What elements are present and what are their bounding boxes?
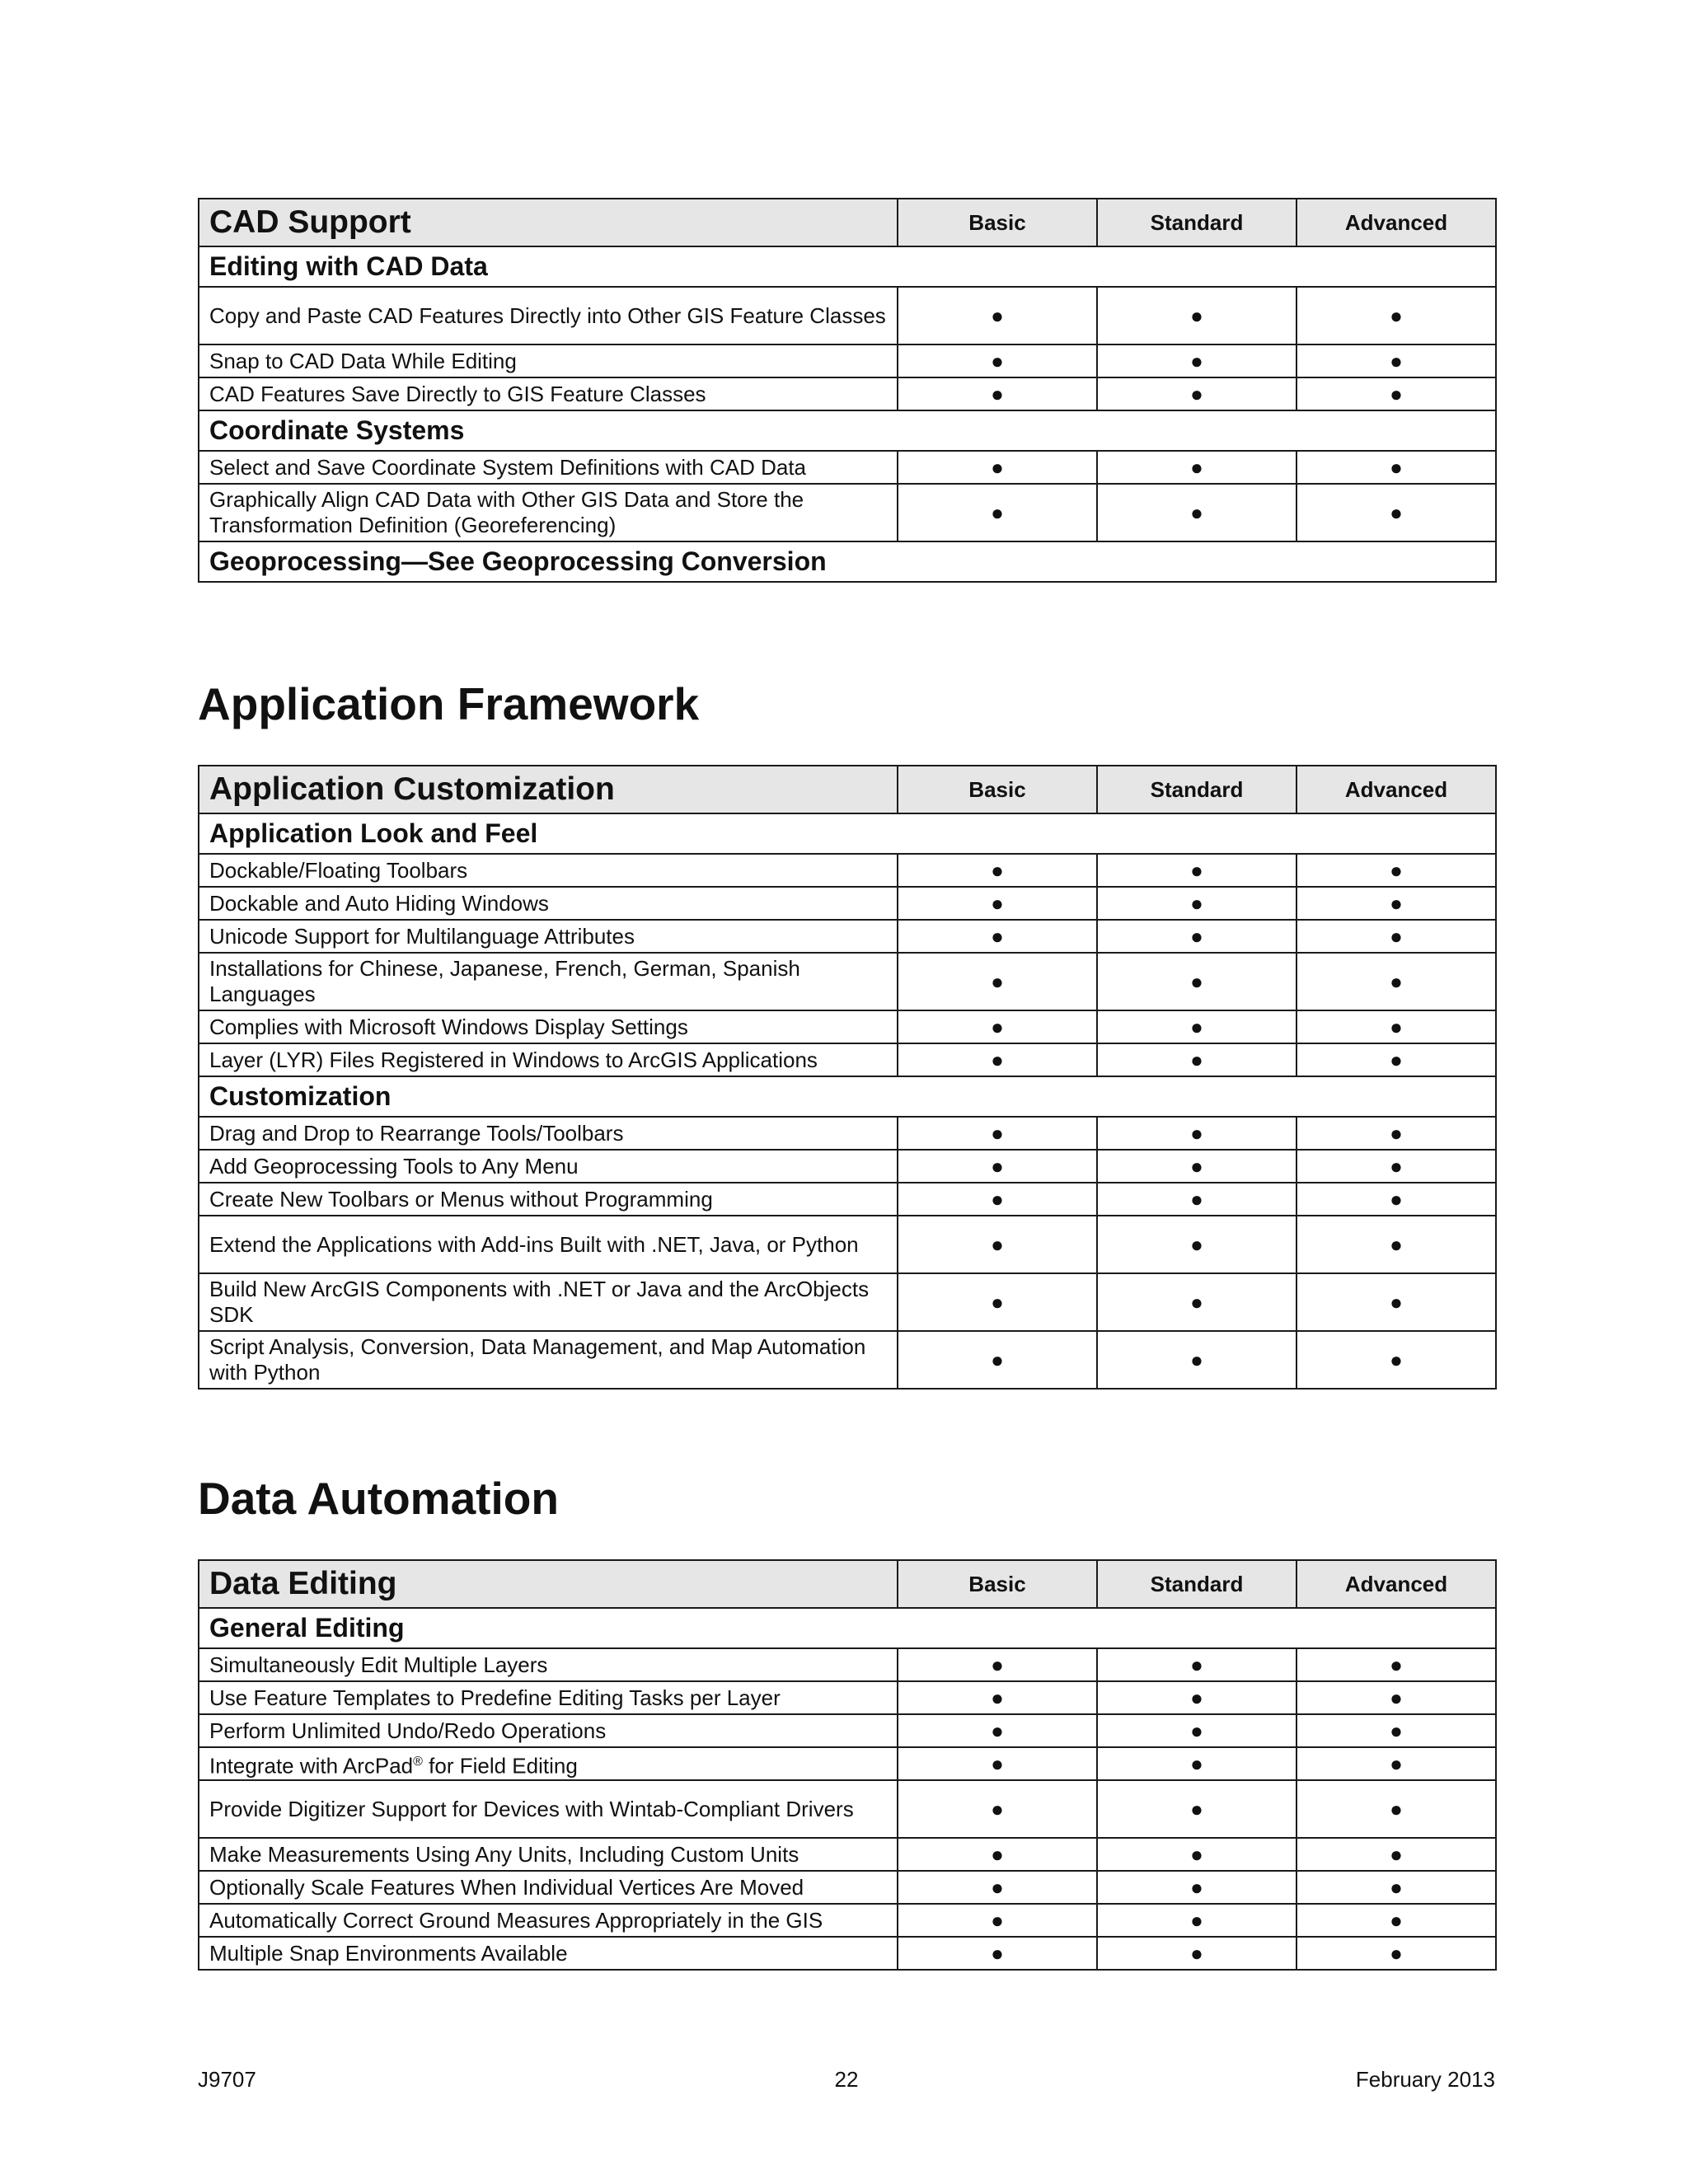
feature-name: Copy and Paste CAD Features Directly into Other GIS Feature Classes: [199, 287, 898, 344]
tier-standard-header: Standard: [1097, 766, 1296, 813]
feature-name: Drag and Drop to Rearrange Tools/Toolbars: [199, 1117, 898, 1150]
availability-dot-standard: ●: [1097, 287, 1296, 344]
availability-dot-basic: ●: [898, 451, 1097, 484]
feature-name: Layer (LYR) Files Registered in Windows to ArcGIS Applications: [199, 1043, 898, 1076]
tier-standard-header: Standard: [1097, 199, 1296, 246]
feature-name: Simultaneously Edit Multiple Layers: [199, 1648, 898, 1681]
feature-name: Installations for Chinese, Japanese, French, German, Spanish Languages: [199, 953, 898, 1010]
tier-advanced-header: Advanced: [1296, 1560, 1496, 1608]
availability-dot-basic: ●: [898, 920, 1097, 953]
availability-dot-standard: ●: [1097, 1780, 1296, 1838]
availability-dot-basic: ●: [898, 953, 1097, 1010]
availability-dot-standard: ●: [1097, 1714, 1296, 1747]
feature-name: CAD Features Save Directly to GIS Feature Classes: [199, 377, 898, 410]
table-header-row: [199, 1560, 1496, 1608]
availability-dot-advanced: ●: [1296, 377, 1496, 410]
group-heading: General Editing: [199, 1608, 1496, 1648]
footer-doc-id: J9707: [198, 2067, 256, 2092]
availability-dot-advanced: ●: [1296, 854, 1496, 887]
availability-dot-standard: ●: [1097, 1747, 1296, 1780]
availability-dot-advanced: ●: [1296, 1273, 1496, 1331]
group-heading-row: [199, 410, 1496, 451]
tier-advanced-header: Advanced: [1296, 766, 1496, 813]
availability-dot-basic: ●: [898, 1904, 1097, 1937]
availability-dot-standard: ●: [1097, 1331, 1296, 1389]
table-row: [199, 344, 1496, 377]
availability-dot-basic: ●: [898, 484, 1097, 541]
availability-dot-standard: ●: [1097, 1871, 1296, 1904]
table-row: [199, 1117, 1496, 1150]
footer-date: February 2013: [1355, 2067, 1495, 2092]
feature-name: Graphically Align CAD Data with Other GIS Data and Store the Transformation Definition (Georeferencing): [199, 484, 898, 541]
table-row: [199, 920, 1496, 953]
availability-dot-basic: ●: [898, 854, 1097, 887]
availability-dot-basic: ●: [898, 344, 1097, 377]
availability-dot-advanced: ●: [1296, 1183, 1496, 1216]
feature-name: Make Measurements Using Any Units, Including Custom Units: [199, 1838, 898, 1871]
availability-dot-advanced: ●: [1296, 1331, 1496, 1389]
availability-dot-advanced: ●: [1296, 1117, 1496, 1150]
availability-dot-standard: ●: [1097, 1681, 1296, 1714]
availability-dot-advanced: ●: [1296, 1747, 1496, 1780]
availability-dot-basic: ●: [898, 1273, 1097, 1331]
availability-dot-standard: ●: [1097, 1904, 1296, 1937]
table-title: Application Customization: [199, 766, 898, 813]
availability-dot-advanced: ●: [1296, 484, 1496, 541]
group-heading: Customization: [199, 1076, 1496, 1117]
group-heading-row: [199, 813, 1496, 854]
table-title: CAD Support: [199, 199, 898, 246]
tier-basic-header: Basic: [898, 766, 1097, 813]
availability-dot-basic: ●: [898, 287, 1097, 344]
feature-name: Snap to CAD Data While Editing: [199, 344, 898, 377]
availability-dot-basic: ●: [898, 1010, 1097, 1043]
feature-name: Perform Unlimited Undo/Redo Operations: [199, 1714, 898, 1747]
feature-name: Integrate with ArcPad® for Field Editing: [199, 1747, 898, 1780]
feature-name: Dockable/Floating Toolbars: [199, 854, 898, 887]
feature-name: Provide Digitizer Support for Devices with Wintab-Compliant Drivers: [199, 1780, 898, 1838]
table-title: Data Editing: [199, 1560, 898, 1608]
table-row: [199, 1714, 1496, 1747]
availability-dot-advanced: ●: [1296, 1010, 1496, 1043]
section-title-data-automation: Data Automation: [198, 1473, 559, 1524]
table-row: [199, 1838, 1496, 1871]
availability-dot-advanced: ●: [1296, 1780, 1496, 1838]
availability-dot-standard: ●: [1097, 1648, 1296, 1681]
availability-dot-advanced: ●: [1296, 1871, 1496, 1904]
availability-dot-standard: ●: [1097, 1273, 1296, 1331]
table-row: [199, 1043, 1496, 1076]
table-row: [199, 377, 1496, 410]
availability-dot-advanced: ●: [1296, 1150, 1496, 1183]
availability-dot-advanced: ●: [1296, 451, 1496, 484]
table-row: [199, 1273, 1496, 1331]
availability-dot-basic: ●: [898, 887, 1097, 920]
availability-dot-basic: ●: [898, 1780, 1097, 1838]
availability-dot-standard: ●: [1097, 344, 1296, 377]
feature-name: Create New Toolbars or Menus without Programming: [199, 1183, 898, 1216]
availability-dot-standard: ●: [1097, 1043, 1296, 1076]
availability-dot-standard: ●: [1097, 1010, 1296, 1043]
feature-name: Multiple Snap Environments Available: [199, 1937, 898, 1970]
table-row: [199, 451, 1496, 484]
table-row: [199, 1150, 1496, 1183]
feature-name: Add Geoprocessing Tools to Any Menu: [199, 1150, 898, 1183]
feature-name: Optionally Scale Features When Individual Vertices Are Moved: [199, 1871, 898, 1904]
availability-dot-basic: ●: [898, 1216, 1097, 1273]
availability-dot-basic: ●: [898, 1747, 1097, 1780]
table-row: [199, 854, 1496, 887]
feature-name: Extend the Applications with Add-ins Built with .NET, Java, or Python: [199, 1216, 898, 1273]
availability-dot-standard: ●: [1097, 1216, 1296, 1273]
table-header-row: [199, 766, 1496, 813]
availability-dot-basic: ●: [898, 1043, 1097, 1076]
table-header-row: [199, 199, 1496, 246]
availability-dot-standard: ●: [1097, 451, 1296, 484]
availability-dot-basic: ●: [898, 1331, 1097, 1389]
group-heading: Editing with CAD Data: [199, 246, 1496, 287]
group-heading: Coordinate Systems: [199, 410, 1496, 451]
availability-dot-standard: ●: [1097, 484, 1296, 541]
availability-dot-basic: ●: [898, 1681, 1097, 1714]
feature-name: Use Feature Templates to Predefine Editing Tasks per Layer: [199, 1681, 898, 1714]
tier-basic-header: Basic: [898, 199, 1097, 246]
availability-dot-basic: ●: [898, 377, 1097, 410]
group-heading-row: [199, 246, 1496, 287]
availability-dot-advanced: ●: [1296, 1714, 1496, 1747]
feature-name: Complies with Microsoft Windows Display Settings: [199, 1010, 898, 1043]
table-row: [199, 1648, 1496, 1681]
availability-dot-basic: ●: [898, 1838, 1097, 1871]
table-row: [199, 1780, 1496, 1838]
availability-dot-basic: ●: [898, 1714, 1097, 1747]
availability-dot-advanced: ●: [1296, 287, 1496, 344]
availability-dot-advanced: ●: [1296, 887, 1496, 920]
feature-name: Select and Save Coordinate System Definitions with CAD Data: [199, 451, 898, 484]
table-row: [199, 953, 1496, 1010]
availability-dot-advanced: ●: [1296, 344, 1496, 377]
tier-advanced-header: Advanced: [1296, 199, 1496, 246]
table-row: [199, 1904, 1496, 1937]
availability-dot-standard: ●: [1097, 1937, 1296, 1970]
availability-dot-standard: ●: [1097, 377, 1296, 410]
availability-dot-standard: ●: [1097, 920, 1296, 953]
availability-dot-standard: ●: [1097, 1838, 1296, 1871]
feature-name: Script Analysis, Conversion, Data Management, and Map Automation with Python: [199, 1331, 898, 1389]
availability-dot-advanced: ●: [1296, 1648, 1496, 1681]
table-row: [199, 484, 1496, 541]
table-row: [199, 1681, 1496, 1714]
group-heading: Geoprocessing—See Geoprocessing Conversion: [199, 541, 1496, 582]
availability-dot-basic: ●: [898, 1183, 1097, 1216]
availability-dot-basic: ●: [898, 1648, 1097, 1681]
availability-dot-advanced: ●: [1296, 1838, 1496, 1871]
application-customization-table: [198, 765, 1497, 1390]
availability-dot-standard: ●: [1097, 854, 1296, 887]
table-row: [199, 287, 1496, 344]
availability-dot-basic: ●: [898, 1871, 1097, 1904]
availability-dot-advanced: ●: [1296, 953, 1496, 1010]
availability-dot-standard: ●: [1097, 1183, 1296, 1216]
availability-dot-standard: ●: [1097, 953, 1296, 1010]
table-row: [199, 1937, 1496, 1970]
feature-name: Build New ArcGIS Components with .NET or Java and the ArcObjects SDK: [199, 1273, 898, 1331]
section-title-application-framework: Application Framework: [198, 678, 700, 729]
group-heading-row: [199, 1076, 1496, 1117]
group-heading: Application Look and Feel: [199, 813, 1496, 854]
group-heading-row: [199, 541, 1496, 582]
table-row: [199, 1216, 1496, 1273]
table-row: [199, 1747, 1496, 1780]
availability-dot-basic: ●: [898, 1937, 1097, 1970]
availability-dot-advanced: ●: [1296, 920, 1496, 953]
table-row: [199, 1183, 1496, 1216]
table-row: [199, 1871, 1496, 1904]
footer-page-number: 22: [834, 2067, 859, 2092]
availability-dot-advanced: ●: [1296, 1937, 1496, 1970]
data-editing-table: [198, 1559, 1497, 1971]
table-row: [199, 1331, 1496, 1389]
tier-standard-header: Standard: [1097, 1560, 1296, 1608]
tier-basic-header: Basic: [898, 1560, 1097, 1608]
feature-name: Dockable and Auto Hiding Windows: [199, 887, 898, 920]
availability-dot-standard: ●: [1097, 1150, 1296, 1183]
availability-dot-standard: ●: [1097, 1117, 1296, 1150]
table-row: [199, 887, 1496, 920]
feature-name: Automatically Correct Ground Measures Appropriately in the GIS: [199, 1904, 898, 1937]
availability-dot-basic: ●: [898, 1117, 1097, 1150]
group-heading-row: [199, 1608, 1496, 1648]
availability-dot-advanced: ●: [1296, 1681, 1496, 1714]
availability-dot-basic: ●: [898, 1150, 1097, 1183]
feature-name: Unicode Support for Multilanguage Attributes: [199, 920, 898, 953]
availability-dot-advanced: ●: [1296, 1043, 1496, 1076]
availability-dot-advanced: ●: [1296, 1216, 1496, 1273]
table-row: [199, 1010, 1496, 1043]
cad-support-table: [198, 198, 1497, 583]
availability-dot-standard: ●: [1097, 887, 1296, 920]
availability-dot-advanced: ●: [1296, 1904, 1496, 1937]
